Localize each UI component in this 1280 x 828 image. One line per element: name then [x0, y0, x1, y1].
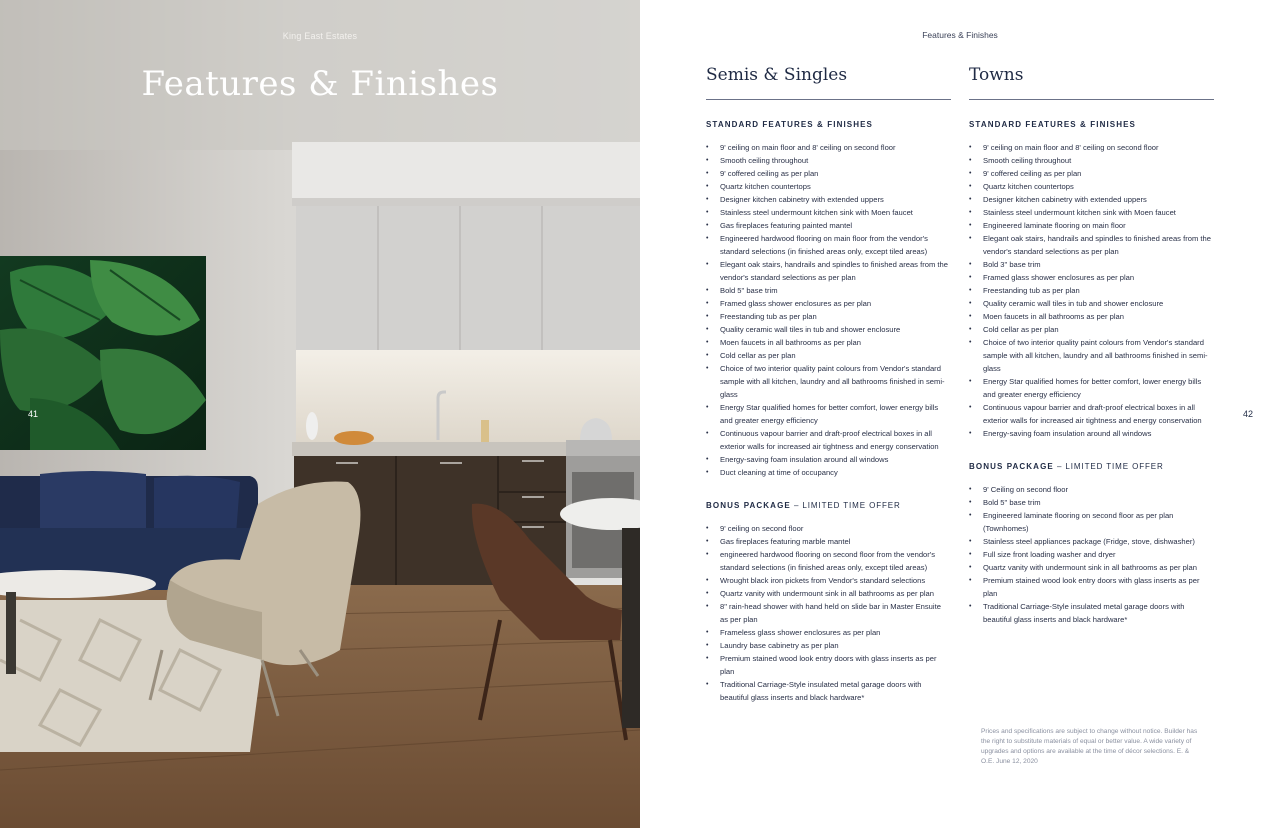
list-item: • Engineered laminate flooring on second floor as per plan (Townhomes)	[969, 509, 1214, 535]
list-item: • Designer kitchen cabinetry with extended uppers	[969, 193, 1214, 206]
list-item: • Quartz kitchen countertops	[706, 180, 951, 193]
list-item: • Gas fireplaces featuring marble mantel	[706, 535, 951, 548]
list-item: • Bold 5" base trim	[706, 284, 951, 297]
list-item: • Moen faucets in all bathrooms as per plan	[969, 310, 1214, 323]
list-item: • Quartz vanity with undermount sink in all bathrooms as per plan	[969, 561, 1214, 574]
section-heading-text: BONUS PACKAGE	[969, 462, 1054, 471]
list-item: • 9' ceiling on main floor and 8' ceiling on second floor	[969, 141, 1214, 154]
list-item: • Stainless steel appliances package (Fridge, stove, dishwasher)	[969, 535, 1214, 548]
list-item: • engineered hardwood flooring on second floor from the vendor's standard selections (in finished areas only, except tiled areas)	[706, 548, 951, 574]
list-item: • Quartz vanity with undermount sink in all bathrooms as per plan	[706, 587, 951, 600]
brand-name: King East Estates	[282, 31, 358, 41]
list-item: • Traditional Carriage-Style insulated metal garage doors with beautiful glass inserts and black hardware*	[969, 600, 1214, 626]
list-item: • 9' coffered ceiling as per plan	[706, 167, 951, 180]
page-title: Features & Finishes	[141, 64, 499, 104]
page-number-left: 41	[28, 409, 39, 419]
list-item: • Stainless steel undermount kitchen sink with Moen faucet	[706, 206, 951, 219]
list-item: • 9' Ceiling on second floor	[969, 483, 1214, 496]
list-item: • Designer kitchen cabinetry with extended uppers	[706, 193, 951, 206]
list-item: • Bold 5" base trim	[969, 496, 1214, 509]
list-item: • Moen faucets in all bathrooms as per plan	[706, 336, 951, 349]
list-item: • Quartz kitchen countertops	[969, 180, 1214, 193]
disclaimer: Prices and specifications are subject to change without notice. Builder has the right to substitute materials of equal or better value. A wide variety of upgrades and options are available at the time of décor selections. E. & O.E. June 12, 2020	[981, 728, 1198, 765]
list-item: • Cold cellar as per plan	[706, 349, 951, 362]
list-item: • Engineered hardwood flooring on main floor from the vendor's standard selections (in finished areas only, except tiled areas)	[706, 232, 951, 258]
page-number-right: 42	[1243, 409, 1254, 419]
list-item: • Full size front loading washer and dryer	[969, 548, 1214, 561]
column-title: Semis & Singles	[706, 65, 848, 85]
list-item: • Engineered laminate flooring on main floor	[969, 219, 1214, 232]
list-item: • Wrought black iron pickets from Vendor's standard selections	[706, 574, 951, 587]
bonus-package-list	[969, 483, 1214, 626]
standard-features-list	[969, 141, 1214, 440]
section-heading-subtitle: – LIMITED TIME OFFER	[790, 501, 901, 510]
list-item: • 9' ceiling on second floor	[706, 522, 951, 535]
list-item: • Energy-saving foam insulation around all windows	[706, 453, 951, 466]
column-title: Towns	[969, 65, 1024, 85]
list-item: • Cold cellar as per plan	[969, 323, 1214, 336]
divider	[969, 99, 1214, 100]
list-item: • Energy-saving foam insulation around all windows	[969, 427, 1214, 440]
list-item: • Duct cleaning at time of occupancy	[706, 466, 951, 479]
section-heading-text: BONUS PACKAGE	[706, 501, 791, 510]
section-heading	[969, 462, 1214, 471]
list-item: • Premium stained wood look entry doors with glass inserts as per plan	[706, 652, 951, 678]
list-item: • Framed glass shower enclosures as per plan	[706, 297, 951, 310]
list-item: • Frameless glass shower enclosures as per plan	[706, 626, 951, 639]
section-heading	[706, 120, 951, 129]
list-item: • Choice of two interior quality paint colours from Vendor's standard sample with all kitchen, laundry and all bathrooms finished in semi-glass	[706, 362, 951, 401]
list-item: • Continuous vapour barrier and draft-proof electrical boxes in all exterior walls for increased air tightness and energy conservation	[969, 401, 1214, 427]
list-item: • Traditional Carriage-Style insulated metal garage doors with beautiful glass inserts and black hardware*	[706, 678, 951, 704]
list-item: • Freestanding tub as per plan	[706, 310, 951, 323]
section-heading	[969, 120, 1214, 129]
list-item: • Elegant oak stairs, handrails and spindles to finished areas from the vendor's standard selections as per plan	[706, 258, 951, 284]
section-heading-text: STANDARD FEATURES & FINISHES	[969, 120, 1136, 129]
list-item: • 8" rain-head shower with hand held on slide bar in Master Ensuite as per plan	[706, 600, 951, 626]
standard-features-list	[706, 141, 951, 479]
list-item: • Smooth ceiling throughout	[969, 154, 1214, 167]
list-item: • Laundry base cabinetry as per plan	[706, 639, 951, 652]
right-page	[640, 0, 1280, 828]
section-heading-text: STANDARD FEATURES & FINISHES	[706, 120, 873, 129]
list-item: • Framed glass shower enclosures as per plan	[969, 271, 1214, 284]
list-item: • Bold 3" base trim	[969, 258, 1214, 271]
section-heading-subtitle: – LIMITED TIME OFFER	[1053, 462, 1164, 471]
column-towns	[969, 62, 1214, 626]
list-item: • Energy Star qualified homes for better comfort, lower energy bills and greater energy efficiency	[969, 375, 1214, 401]
section-heading	[706, 501, 951, 510]
bonus-package-list	[706, 522, 951, 704]
list-item: • Choice of two interior quality paint colours from Vendor's standard sample with all kitchen, laundry and all bathrooms finished in semi-glass	[969, 336, 1214, 375]
list-item: • Smooth ceiling throughout	[706, 154, 951, 167]
column-semis-singles	[706, 62, 951, 704]
list-item: • Gas fireplaces featuring painted mantel	[706, 219, 951, 232]
list-item: • Quality ceramic wall tiles in tub and shower enclosure	[969, 297, 1214, 310]
list-item: • Continuous vapour barrier and draft-proof electrical boxes in all exterior walls for increased air tightness and energy conservation	[706, 427, 951, 453]
list-item: • 9' coffered ceiling as per plan	[969, 167, 1214, 180]
list-item: • Freestanding tub as per plan	[969, 284, 1214, 297]
list-item: • 9' ceiling on main floor and 8' ceiling on second floor	[706, 141, 951, 154]
list-item: • Elegant oak stairs, handrails and spindles to finished areas from the vendor's standard selections as per plan	[969, 232, 1214, 258]
list-item: • Stainless steel undermount kitchen sink with Moen faucet	[969, 206, 1214, 219]
list-item: • Quality ceramic wall tiles in tub and shower enclosure	[706, 323, 951, 336]
divider	[706, 99, 951, 100]
running-header: Features & Finishes	[922, 30, 998, 40]
list-item: • Energy Star qualified homes for better comfort, lower energy bills and greater energy efficiency	[706, 401, 951, 427]
list-item: • Premium stained wood look entry doors with glass inserts as per plan	[969, 574, 1214, 600]
